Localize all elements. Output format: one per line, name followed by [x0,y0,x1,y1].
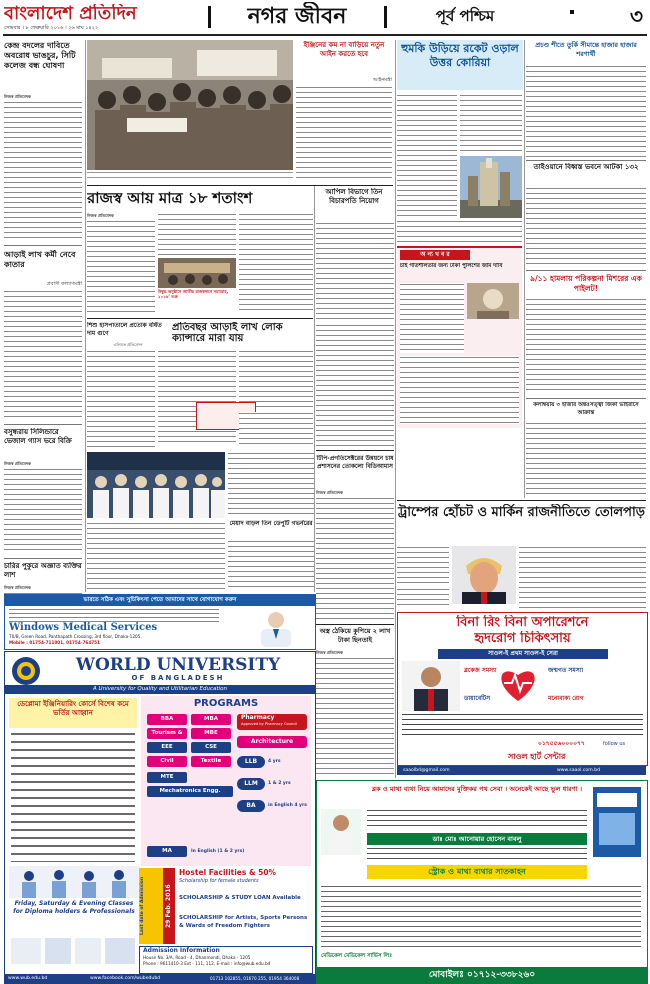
headline-dengue: মেয়াদ বাড়ল তিন ডেপুটি গভর্নরের [229,520,313,527]
body-revenue-1 [87,220,155,315]
ad-heart[interactable] [397,612,648,766]
byline-revenue: নিজস্ব প্রতিবেদক [87,213,114,218]
byline-bus-fare: নিজস্ব প্রতিবেদক [4,94,31,99]
body-bgmea [316,497,394,622]
stroke-body [367,809,587,829]
heart-line1: বিনা রিং বিনা অপারেশনে [456,615,589,630]
body-crossfire-2 [87,522,225,590]
byline-hospital: এলিমত প্রতিবেদন [113,342,143,347]
rule [87,185,393,186]
wub-hostel [179,868,311,892]
wub-pharmacy-note: Approved by Pharmacy Council [241,722,298,726]
ad-medical-services[interactable] [4,594,316,650]
wub-law-2[interactable]: BA [237,800,265,812]
byline-pond: নিজস্ব প্রতিবেদক [4,585,31,590]
headline-taiwan: তাইওয়ানে বিধ্বস্ত ভবনে আটকা ১৩২ [533,163,639,171]
wub-programs-panel [141,696,311,866]
masthead-sep [384,6,387,28]
masthead-sep [570,10,574,14]
rule [4,245,82,246]
headline-pond: চারির পুকুরে অজ্ঞাত ব্যক্তির লাশ [4,562,82,579]
body-crossfire [228,452,314,518]
ad-medical-name: Windows Medical Services [9,622,158,633]
body-ashulia [316,657,394,777]
wub-website[interactable]: www.wub.edu.bd [8,976,48,981]
wub-law-0[interactable]: LLB [237,756,265,768]
wub-deadline-label: Last date of Admission [140,876,145,936]
heart-label-2: ডায়াবেটিস [464,695,491,702]
byline-arrest: প্রবাসী কল্যাণমন্ত্রী [46,281,82,287]
wub-program-6[interactable]: Civil [147,756,187,767]
body-bashundhara [4,468,82,554]
body-korea-3 [397,220,522,242]
ad-medical-body [9,608,219,622]
paper-name: বাংলাদেশ প্রতিদিন [4,4,137,24]
wub-law-1[interactable]: LLM [237,778,265,790]
wub-program-3[interactable]: MBE [191,728,231,739]
ad-medical-address: 70/B, Green Road, Panthapath Crossing, 3rd floor, Dhaka-1205. [9,634,142,639]
body-arrest [4,290,82,420]
body-korea-1 [397,94,457,216]
revenue-photo-caption: উদ্বুদ্ধ অনুষ্ঠানে জাতীয় রাজস্বদানে সমারোহ, ২০১৬’ শুরু [158,289,229,299]
wub-scholarship-2: SCHOLARSHIP for Artists, Sports Persons & Wards of Freedom Fighters [179,915,308,929]
headline-cancer: প্রতিবছর আড়াই লাখ লোক ক্যান্সারে মারা যায় [172,322,283,344]
column-divider [314,186,315,592]
wub-program-7[interactable]: Textile [191,756,231,767]
body-trade [316,324,394,446]
trump-photo [452,546,516,604]
stroke-body-3 [321,885,641,949]
headline-zika: কলম্বিয়ায় ৩ হাজার অন্তঃসত্ত্বা জিকা ভাইরাসে আক্রান্ত [533,402,639,416]
wub-facebook[interactable]: www.facebook.com/wubedubd [90,976,161,981]
date-line: সোমবার । ৮ ফেব্রুয়ারি ২০১৬ । ২৬ মাঘ ১৪২২ [4,25,99,31]
byline-ashulia: নিজস্ব প্রতিবেদক [316,650,343,655]
wub-law-note-0: 4 yrs [268,759,281,764]
wub-partner-logos [9,932,137,970]
byline-bgmea: নিজস্ব প্রতিবেদক [316,490,343,495]
wub-diploma-head: ডেপ্লোমা ইঞ্জিনিয়ারিং কোর্সে বিশেষ কমে ভর্তির আহ্বান [9,698,137,728]
wub-tagline: A University for Quality and Utilitarian Education [5,685,315,694]
wub-deadline: 29 Feb. 2016 [163,868,175,944]
wub-program-5[interactable]: CSE [191,742,231,753]
headline-bridge: ইঞ্জিনের কম না বাড়িয়ে নতুন আইন করতে হবে [303,41,385,58]
body-revenue-2 [158,213,236,258]
column-divider [395,40,396,778]
heart-footer [397,766,646,775]
heart-label-3: মনোবাক্য রোগ [548,695,584,702]
column-divider [524,40,525,498]
heart-body [402,713,643,737]
body-911 [526,298,646,394]
body-bridge [296,86,392,180]
wub-weekend-note: Friday, Saturday & Evening Classes for Diploma holders & Professionals [13,900,135,915]
other-news-box [397,246,522,428]
revenue-photo [158,258,236,288]
heart-email[interactable]: saaolbd@gmail.com [403,768,450,773]
headline-ashulia: অস্ত্র ঠেকিয়ে কুপিয়ে ২ লাখ টাকা ছিনতাই [319,627,391,644]
byline-bridge: আইনমন্ত্রী [372,77,392,83]
wub-programs-title: PROGRAMS [193,698,259,709]
wub-admission-address: House No. 3/A, Road - 4, Dhanmondi, Dhaka - 1205 [143,955,251,960]
body-cancer [158,350,236,446]
headline-revenue: রাজস্ব আয় মাত্র ১৮ শতাংশ [87,189,253,207]
wub-diploma-body [11,732,135,862]
wub-architecture-pill[interactable]: Architecture [237,736,307,748]
wub-program-1[interactable]: MBA [191,714,231,725]
headline-arrest: আড়াই লাখ কর্মী নেবে কাতার [4,250,76,269]
ad-stroke[interactable] [316,780,648,984]
rocket-photo [460,156,522,218]
meeting-photo [87,452,225,518]
section-title-left: নগর জীবন [247,3,347,29]
heart-line3: সাওল-ই প্রথম সাওল-ই সেরা [438,649,608,659]
wub-program-8[interactable]: MTE [147,772,187,783]
wub-hostel-sub: Scholarship for female students [179,878,259,884]
wub-program-4[interactable]: EEE [147,742,187,753]
heart-org: সাওল হার্ট সেন্টার [508,752,566,761]
body-trump-1 [397,546,449,584]
wub-logo-icon [11,656,41,686]
body-korea-2 [460,94,522,154]
rule [526,398,646,399]
headline-hospital: শিশু হাসপাতালে প্রত্যেক বর্ধিত দাম গুণে [87,322,162,337]
heart-website[interactable]: www.saaol.com.bd [557,768,600,773]
wub-admission-phone: Phone : 9611410-3 Ext - 111, 112, E-mail : info@wub.edu.bd [143,961,271,966]
rule [316,624,394,625]
wub-students-photo [9,866,139,898]
wub-name-sub: OF BANGLADESH [131,674,225,682]
masthead [0,0,650,35]
stroke-doctor: ডাঃ মোঃ আনোয়ার হোসেন বাবলু [367,833,587,845]
heart-line2: হৃদরোগ চিকিৎসায় [474,631,571,646]
byline-bashundhara: নিজস্ব প্রতিবেদক [4,461,31,466]
protest-photo [87,40,293,170]
wub-admission-title: Admission Information [143,947,220,954]
rule [397,500,646,501]
body-taiwan [526,187,646,267]
headline-trump: ট্রাম্পের হোঁচট ও মার্কিন রাজনীতিতে তোলপাড় [397,505,645,520]
wub-program-2[interactable]: Tourism & [147,728,187,739]
ad-medical-phone: Mobile : 01754-711001, 01754-764751 [9,640,100,645]
body-other-1 [400,283,464,353]
wub-program-0[interactable]: BBA [147,714,187,725]
body-trump-3 [397,588,449,608]
photo-caption [87,171,293,181]
book-cover [593,787,641,857]
doctor-icon [245,609,307,647]
stroke-banner: স্ট্রোক ও মাথা ব্যথার সাতকাহন [367,865,587,879]
headline-911: ৯/১১ হামলায় পরিকল্পনা মিশরের এক পাইলট! [530,274,642,293]
headline-bashundhara: বসুন্ধরায় সিলিন্ডারে ভেজাল গ্যাস ভরে বিক্রি [4,428,72,445]
other-news-photo [467,283,519,319]
wub-pharmacy: Pharmacy [241,714,275,721]
wub-deadline-box [139,868,163,944]
wub-name: WORLD UNIVERSITY [75,655,281,675]
heart-follow[interactable]: follow us [603,741,626,747]
rule [4,558,82,559]
wub-hostel-title: Hostel Facilities & 50% [179,868,277,877]
page-number: ৩ [629,4,643,28]
section-title-right: পূর্ব পশ্চিম [435,7,495,25]
ad-world-university[interactable] [4,651,316,984]
heart-doctor-photo [402,661,460,711]
stroke-top: ব্লক ও মাথা ব্যথা নিয়ে আমাদের মুক্তিকর পথ সেবা । অনেকেই আছে ভুল ধারণা । [371,785,583,793]
body-bus-fare [4,101,82,241]
body-turkey [526,65,646,157]
wub-pharmacy-pill[interactable] [237,714,307,730]
body-hospital [87,350,155,448]
wub-law-note-2: in English 4 yrs [268,803,307,808]
body-dengue [228,540,314,590]
wub-admission [139,946,313,974]
stroke-body-2 [367,847,587,861]
headline-bus-fare: কেন্দ্র বদলের দাবিতে অবরোধ ভাঙচুর, সিটি কলেজ বন্ধ ঘোষণা [4,41,76,70]
wub-scholarship-1: SCHOLARSHIP & STUDY LOAN Available [179,895,301,901]
wub-footer [5,974,315,983]
headline-korea: হুমকি উড়িয়ে রকেট ওড়াল উত্তর কোরিয়া [401,42,519,69]
heart-label-1: জন্মগত সমস্যা [548,667,584,674]
rule [526,270,646,271]
masthead-rule [3,34,647,36]
rule [87,318,313,319]
rule [4,424,82,425]
body-zika [526,422,646,496]
ad-medical-top: ভারতে সঠিক এবং সুচিকিৎসা পেতে আমাদের সাথে যোগাযোগ করুন [5,595,315,606]
wub-program-10[interactable]: MA [147,846,187,857]
body-revenue-3 [239,213,313,313]
body-other-2 [400,356,519,424]
masthead-sep [208,6,211,28]
column-divider [85,40,86,592]
body-cancer-3 [239,412,313,448]
headline-appeal: আপিল বিভাগে তিন বিচারপতি নিয়োগ [325,188,383,205]
body-cancer-2 [239,350,313,410]
wub-english-note: In English (1 & 2 yrs) [191,849,245,854]
headline-turkey: প্রচণ্ড শীতে তুর্কি সীমান্তে হাজার হাজার শরণার্থী [535,41,637,58]
stroke-clinic: মেডিকেল মেডিকেল সার্ভিস লিঃ [321,953,393,959]
headline-other-1: চাই গতিশীলতার জন্য ঢাকা পুলিশের জমি দাবি [400,263,503,269]
heart-phone[interactable]: ০১৭৫৫৬০০০০৭৭ [538,740,585,747]
body-trump-2 [519,546,646,610]
rule [526,160,646,161]
stroke-doctor-photo [321,809,361,855]
wub-law-note-1: 1 & 2 yrs [268,781,291,786]
body-appeal [316,222,394,322]
stroke-phone[interactable]: মোবাইলঃ ০১৭১২-৩৩৮২৬০ [317,967,647,983]
wub-program-9[interactable]: Mechatronics Engg. [147,786,233,797]
heart-label-0: ব্লকেজ সমস্যা [464,667,497,674]
other-news-label: অ ন্য খ ব র [400,250,470,260]
headline-bgmea: টিপি-প্রগতিসেক্টরের উন্নয়নে চাষ প্রশাসনের তোকলো বিডিআমাস [316,455,394,470]
wub-hotline: 01713 102855, 01670 255, 01954 364008 [210,976,300,981]
rule [316,450,394,451]
